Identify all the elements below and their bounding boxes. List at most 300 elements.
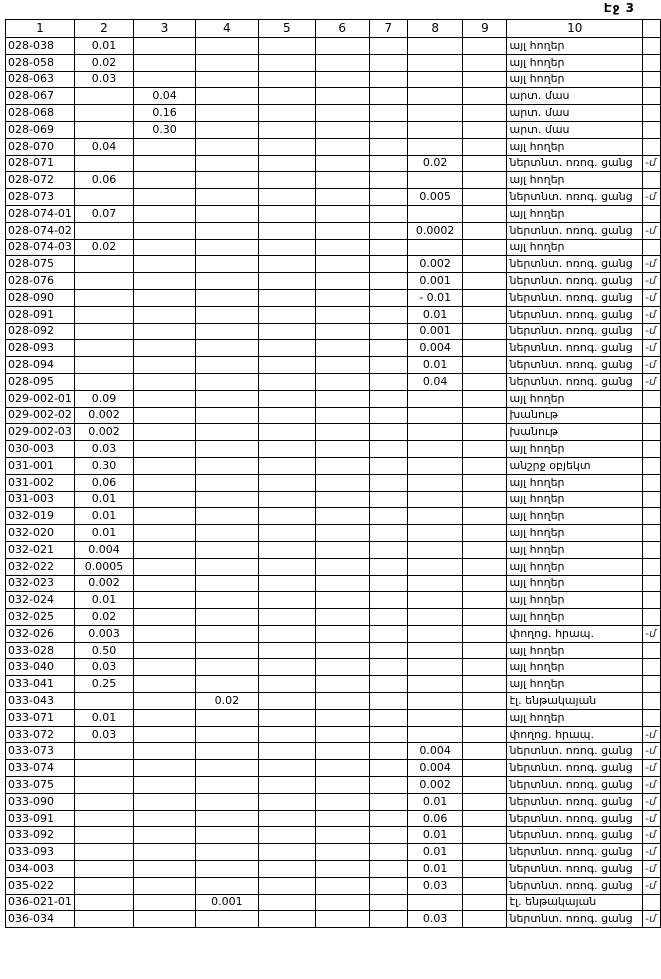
handwritten-margin-mark (643, 558, 661, 575)
col9-value-cell (463, 508, 507, 525)
col3-value-cell (134, 138, 196, 155)
col7-value-cell (369, 71, 407, 88)
col6-value-cell (315, 390, 369, 407)
land-type-cell: այլ հողեր (507, 38, 643, 55)
col7-value-cell (369, 877, 407, 894)
col4-value-cell (196, 105, 258, 122)
col2-value-cell: 0.01 (74, 38, 133, 55)
col9-value-cell (463, 844, 507, 861)
table-row (6, 474, 661, 491)
table-row (6, 525, 661, 542)
col8-value-cell: 0.004 (408, 340, 463, 357)
col7-value-cell (369, 390, 407, 407)
parcel-code-cell: 036-021-01 (6, 894, 75, 911)
table-row (6, 189, 661, 206)
column-header: 5 (258, 20, 315, 38)
col6-value-cell (315, 676, 369, 693)
parcel-code-cell: 028-063 (6, 71, 75, 88)
col6-value-cell (315, 541, 369, 558)
col9-value-cell (463, 407, 507, 424)
col7-value-cell (369, 592, 407, 609)
col8-value-cell (408, 491, 463, 508)
parcel-code-cell: 028-071 (6, 155, 75, 172)
col4-value-cell (196, 508, 258, 525)
col5-value-cell (258, 508, 315, 525)
col5-value-cell (258, 105, 315, 122)
col2-value-cell (74, 844, 133, 861)
col5-value-cell (258, 71, 315, 88)
handwritten-margin-mark (643, 424, 661, 441)
col2-value-cell (74, 289, 133, 306)
col9-value-cell (463, 810, 507, 827)
col7-value-cell (369, 457, 407, 474)
col7-value-cell (369, 659, 407, 676)
col6-value-cell (315, 323, 369, 340)
col5-value-cell (258, 306, 315, 323)
handwritten-margin-mark: -մ (643, 743, 661, 760)
table-row (6, 273, 661, 290)
col7-value-cell (369, 357, 407, 374)
col2-value-cell: 0.01 (74, 508, 133, 525)
col6-value-cell (315, 205, 369, 222)
col5-value-cell (258, 911, 315, 928)
col3-value-cell (134, 743, 196, 760)
table-row (6, 172, 661, 189)
land-type-cell: այլ հողեր (507, 659, 643, 676)
col8-value-cell (408, 239, 463, 256)
table-row (6, 38, 661, 55)
col3-value-cell (134, 474, 196, 491)
col6-value-cell (315, 88, 369, 105)
col2-value-cell (74, 121, 133, 138)
land-type-cell: այլ հողեր (507, 239, 643, 256)
col7-value-cell (369, 38, 407, 55)
col5-value-cell (258, 541, 315, 558)
parcel-code-cell: 032-023 (6, 575, 75, 592)
col9-value-cell (463, 239, 507, 256)
col2-value-cell: 0.002 (74, 575, 133, 592)
land-type-cell: այլ հողեր (507, 54, 643, 71)
col9-value-cell (463, 340, 507, 357)
col9-value-cell (463, 911, 507, 928)
handwritten-margin-mark: -մ (643, 273, 661, 290)
col5-value-cell (258, 424, 315, 441)
land-type-cell: ներտնտ. ոռոգ. ցանց (507, 810, 643, 827)
parcel-code-cell: 029-002-02 (6, 407, 75, 424)
parcel-code-cell: 028-075 (6, 256, 75, 273)
column-header: 1 (6, 20, 75, 38)
parcel-code-cell: 028-094 (6, 357, 75, 374)
col6-value-cell (315, 424, 369, 441)
col5-value-cell (258, 289, 315, 306)
col6-value-cell (315, 558, 369, 575)
col3-value-cell (134, 676, 196, 693)
table-row (6, 693, 661, 710)
handwritten-margin-mark (643, 138, 661, 155)
col9-value-cell (463, 541, 507, 558)
parcel-code-cell: 033-028 (6, 642, 75, 659)
col2-value-cell (74, 373, 133, 390)
col4-value-cell (196, 155, 258, 172)
col6-value-cell (315, 525, 369, 542)
col2-value-cell (74, 894, 133, 911)
col7-value-cell (369, 793, 407, 810)
col4-value-cell (196, 541, 258, 558)
land-type-cell: խանութ (507, 424, 643, 441)
col8-value-cell (408, 894, 463, 911)
col3-value-cell (134, 424, 196, 441)
col9-value-cell (463, 558, 507, 575)
col7-value-cell (369, 491, 407, 508)
col2-value-cell: 0.50 (74, 642, 133, 659)
parcel-code-cell: 034-003 (6, 861, 75, 878)
col7-value-cell (369, 709, 407, 726)
col8-value-cell (408, 508, 463, 525)
col9-value-cell (463, 777, 507, 794)
col8-value-cell (408, 676, 463, 693)
col3-value-cell (134, 407, 196, 424)
col3-value-cell (134, 256, 196, 273)
col9-value-cell (463, 71, 507, 88)
table-row (6, 575, 661, 592)
col5-value-cell (258, 642, 315, 659)
col7-value-cell (369, 172, 407, 189)
land-type-cell: այլ հողեր (507, 205, 643, 222)
land-type-cell: արտ. մաս (507, 105, 643, 122)
col4-value-cell (196, 222, 258, 239)
parcel-code-cell: 031-001 (6, 457, 75, 474)
col4-value-cell (196, 373, 258, 390)
col2-value-cell (74, 743, 133, 760)
col2-value-cell: 0.03 (74, 726, 133, 743)
col5-value-cell (258, 726, 315, 743)
col7-value-cell (369, 743, 407, 760)
col3-value-cell (134, 894, 196, 911)
col8-value-cell: 0.005 (408, 189, 463, 206)
col9-value-cell (463, 575, 507, 592)
table-row (6, 88, 661, 105)
col5-value-cell (258, 441, 315, 458)
col2-value-cell (74, 877, 133, 894)
col4-value-cell (196, 407, 258, 424)
col5-value-cell (258, 222, 315, 239)
col2-value-cell (74, 273, 133, 290)
col3-value-cell (134, 625, 196, 642)
parcel-code-cell: 028-074-01 (6, 205, 75, 222)
handwritten-margin-mark: -մ (643, 289, 661, 306)
col2-value-cell (74, 693, 133, 710)
col9-value-cell (463, 273, 507, 290)
parcel-code-cell: 033-040 (6, 659, 75, 676)
table-row (6, 894, 661, 911)
col7-value-cell (369, 222, 407, 239)
col9-value-cell (463, 88, 507, 105)
parcel-code-cell: 033-071 (6, 709, 75, 726)
col4-value-cell (196, 88, 258, 105)
handwritten-margin-mark (643, 592, 661, 609)
col3-value-cell (134, 777, 196, 794)
col4-value-cell (196, 575, 258, 592)
col6-value-cell (315, 222, 369, 239)
col4-value-cell (196, 525, 258, 542)
col5-value-cell (258, 38, 315, 55)
col4-value-cell (196, 239, 258, 256)
col4-value-cell (196, 558, 258, 575)
col9-value-cell (463, 491, 507, 508)
col8-value-cell (408, 625, 463, 642)
table-row (6, 676, 661, 693)
table-row (6, 743, 661, 760)
land-type-cell: փողոց. հրապ. (507, 625, 643, 642)
col7-value-cell (369, 810, 407, 827)
col9-value-cell (463, 54, 507, 71)
column-header: 3 (134, 20, 196, 38)
handwritten-margin-mark (643, 659, 661, 676)
col3-value-cell (134, 205, 196, 222)
handwritten-margin-mark (643, 894, 661, 911)
col9-value-cell (463, 894, 507, 911)
col6-value-cell (315, 844, 369, 861)
col7-value-cell (369, 525, 407, 542)
col4-value-cell (196, 54, 258, 71)
col5-value-cell (258, 709, 315, 726)
col6-value-cell (315, 659, 369, 676)
land-type-cell: այլ հողեր (507, 609, 643, 626)
parcel-code-cell: 033-090 (6, 793, 75, 810)
col3-value-cell (134, 659, 196, 676)
col7-value-cell (369, 625, 407, 642)
table-row (6, 407, 661, 424)
col8-value-cell: 0.04 (408, 373, 463, 390)
handwritten-margin-mark: -մ (643, 861, 661, 878)
col8-value-cell (408, 407, 463, 424)
col3-value-cell (134, 189, 196, 206)
parcel-code-cell: 030-003 (6, 441, 75, 458)
land-type-cell: ներտնտ. ոռոգ. ցանց (507, 777, 643, 794)
parcel-code-cell: 032-026 (6, 625, 75, 642)
handwritten-margin-mark (643, 693, 661, 710)
land-type-cell: այլ հողեր (507, 441, 643, 458)
col4-value-cell: 0.001 (196, 894, 258, 911)
col5-value-cell (258, 239, 315, 256)
column-header: 6 (315, 20, 369, 38)
col5-value-cell (258, 373, 315, 390)
parcel-code-cell: 033-041 (6, 676, 75, 693)
col8-value-cell (408, 642, 463, 659)
col8-value-cell: 0.004 (408, 760, 463, 777)
col9-value-cell (463, 726, 507, 743)
col4-value-cell (196, 306, 258, 323)
land-type-cell: այլ հողեր (507, 508, 643, 525)
col2-value-cell (74, 340, 133, 357)
col5-value-cell (258, 558, 315, 575)
col2-value-cell: 0.004 (74, 541, 133, 558)
handwritten-margin-mark: -մ (643, 760, 661, 777)
col6-value-cell (315, 121, 369, 138)
parcel-code-cell: 031-002 (6, 474, 75, 491)
col5-value-cell (258, 810, 315, 827)
col9-value-cell (463, 424, 507, 441)
col8-value-cell (408, 726, 463, 743)
col6-value-cell (315, 609, 369, 626)
col6-value-cell (315, 441, 369, 458)
col3-value-cell (134, 54, 196, 71)
col8-value-cell (408, 525, 463, 542)
col2-value-cell (74, 256, 133, 273)
parcel-code-cell: 028-091 (6, 306, 75, 323)
parcel-code-cell: 032-020 (6, 525, 75, 542)
col2-value-cell: 0.25 (74, 676, 133, 693)
col2-value-cell (74, 105, 133, 122)
col7-value-cell (369, 693, 407, 710)
table-row (6, 810, 661, 827)
col2-value-cell: 0.07 (74, 205, 133, 222)
column-header: 10 (507, 20, 643, 38)
col8-value-cell: 0.004 (408, 743, 463, 760)
parcel-code-cell: 028-070 (6, 138, 75, 155)
table-row (6, 911, 661, 928)
col5-value-cell (258, 407, 315, 424)
col2-value-cell: 0.04 (74, 138, 133, 155)
handwritten-margin-mark (643, 709, 661, 726)
col8-value-cell: 0.03 (408, 877, 463, 894)
col8-value-cell (408, 38, 463, 55)
table-row (6, 793, 661, 810)
parcel-code-cell: 033-074 (6, 760, 75, 777)
land-type-cell: ներտնտ. ոռոգ. ցանց (507, 273, 643, 290)
col7-value-cell (369, 88, 407, 105)
col8-value-cell: 0.01 (408, 827, 463, 844)
col4-value-cell (196, 138, 258, 155)
col2-value-cell (74, 357, 133, 374)
column-header: 9 (463, 20, 507, 38)
table-row (6, 861, 661, 878)
col7-value-cell (369, 474, 407, 491)
col2-value-cell (74, 777, 133, 794)
handwritten-margin-mark (643, 54, 661, 71)
handwritten-margin-mark (643, 575, 661, 592)
col3-value-cell (134, 357, 196, 374)
col3-value-cell (134, 457, 196, 474)
table-row (6, 357, 661, 374)
column-header: 7 (369, 20, 407, 38)
parcel-code-cell: 028-068 (6, 105, 75, 122)
col4-value-cell (196, 273, 258, 290)
col3-value-cell (134, 155, 196, 172)
col6-value-cell (315, 239, 369, 256)
col7-value-cell (369, 340, 407, 357)
handwritten-margin-mark (643, 676, 661, 693)
col4-value-cell (196, 676, 258, 693)
col7-value-cell (369, 911, 407, 928)
col5-value-cell (258, 256, 315, 273)
col4-value-cell (196, 810, 258, 827)
land-type-cell: ներտնտ. ոռոգ. ցանց (507, 357, 643, 374)
col9-value-cell (463, 189, 507, 206)
col9-value-cell (463, 38, 507, 55)
col2-value-cell (74, 793, 133, 810)
col4-value-cell (196, 357, 258, 374)
table-row (6, 558, 661, 575)
table-row (6, 541, 661, 558)
land-type-cell: փողոց. հրապ. (507, 726, 643, 743)
col6-value-cell (315, 407, 369, 424)
col5-value-cell (258, 357, 315, 374)
col8-value-cell (408, 659, 463, 676)
col7-value-cell (369, 609, 407, 626)
land-type-cell: այլ հողեր (507, 138, 643, 155)
col5-value-cell (258, 340, 315, 357)
col7-value-cell (369, 726, 407, 743)
land-type-cell: ներտնտ. ոռոգ. ցանց (507, 189, 643, 206)
col3-value-cell: 0.30 (134, 121, 196, 138)
land-type-cell: այլ հողեր (507, 642, 643, 659)
col4-value-cell (196, 625, 258, 642)
col7-value-cell (369, 306, 407, 323)
table-row (6, 491, 661, 508)
land-type-cell: արտ. մաս (507, 121, 643, 138)
col8-value-cell (408, 541, 463, 558)
handwritten-margin-mark (643, 239, 661, 256)
col9-value-cell (463, 760, 507, 777)
table-row (6, 306, 661, 323)
col2-value-cell (74, 911, 133, 928)
table-row (6, 222, 661, 239)
col9-value-cell (463, 827, 507, 844)
land-type-cell: այլ հողեր (507, 676, 643, 693)
col7-value-cell (369, 558, 407, 575)
col4-value-cell (196, 743, 258, 760)
land-type-cell: այլ հողեր (507, 390, 643, 407)
col3-value-cell: 0.04 (134, 88, 196, 105)
col7-value-cell (369, 121, 407, 138)
table-row (6, 424, 661, 441)
col7-value-cell (369, 777, 407, 794)
col3-value-cell (134, 306, 196, 323)
col8-value-cell: 0.002 (408, 256, 463, 273)
handwritten-margin-mark: -մ (643, 827, 661, 844)
land-type-cell: այլ հողեր (507, 541, 643, 558)
col6-value-cell (315, 256, 369, 273)
col7-value-cell (369, 273, 407, 290)
table-row (6, 121, 661, 138)
land-type-cell: այլ հողեր (507, 558, 643, 575)
col9-value-cell (463, 457, 507, 474)
col2-value-cell: 0.003 (74, 625, 133, 642)
parcel-code-cell: 033-093 (6, 844, 75, 861)
col7-value-cell (369, 256, 407, 273)
col8-value-cell (408, 575, 463, 592)
col3-value-cell (134, 760, 196, 777)
col2-value-cell: 0.02 (74, 609, 133, 626)
col7-value-cell (369, 373, 407, 390)
table-row (6, 457, 661, 474)
col6-value-cell (315, 71, 369, 88)
col2-value-cell: 0.0005 (74, 558, 133, 575)
col3-value-cell (134, 441, 196, 458)
col8-value-cell (408, 390, 463, 407)
col6-value-cell (315, 810, 369, 827)
column-header: 2 (74, 20, 133, 38)
col5-value-cell (258, 54, 315, 71)
col2-value-cell: 0.06 (74, 474, 133, 491)
col4-value-cell (196, 827, 258, 844)
parcel-code-cell: 035-022 (6, 877, 75, 894)
col9-value-cell (463, 642, 507, 659)
parcel-code-cell: 032-021 (6, 541, 75, 558)
col5-value-cell (258, 743, 315, 760)
parcel-code-cell: 033-043 (6, 693, 75, 710)
